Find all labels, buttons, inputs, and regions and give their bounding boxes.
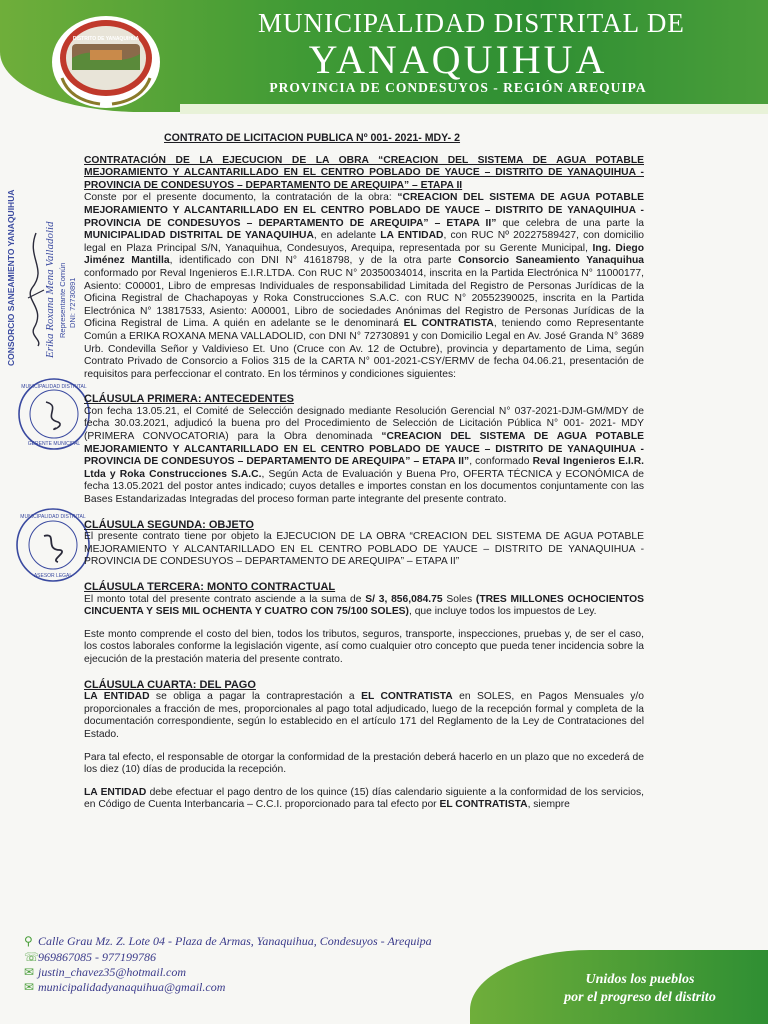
svg-text:DISTRITO DE YANAQUIHUA: DISTRITO DE YANAQUIHUA — [72, 36, 140, 42]
clausula-tercera-heading: CLÁUSULA TERCERA: MONTO CONTRACTUAL — [84, 581, 336, 593]
handwritten-signature — [22, 228, 50, 348]
stamp-name-text: Erika Roxana Mena Valladolid — [44, 221, 56, 358]
clausula-cuarta-heading: CLÁUSULA CUARTA: DEL PAGO — [84, 678, 256, 691]
header-title-line2: YANAQUIHUA — [308, 37, 608, 82]
intro-paragraph: Conste por el presente documento, la contratación de la obra: “CREACION DEL SISTEMA DE AGUA POTABLE MEJORAMIENTO Y ALCANTARILLADO EN EL CENTRO POBLADO DE YAUCE – DISTRITO DE YANAQUIHUA - PROVINCIA DE CONDESUYOS – DEPARTAMENTO DE AREQUIPA” – ETAPA II” que celebra de una parte la MUNICIPALIDAD DISTRITAL DE YANAQUIHUA, en adelante LA ENTIDAD, con RUC Nº 20227589427, con domicilio legal en Plaza Principal S/N, Yanaquihua, Condesuyos, Arequipa, representada por su Gerente Municipal, Ing. Diego Jiménez Mantilla, identificado con DNI N° 41618798, y de la otra parte Consorcio Saneamiento Yanaquihua conformado por Reval Ingenieros E.I.R.LTDA. Con RUC N° 20350034014, inscrita en la Partida Electrónica N° 11000177, Asiento: C00001, Libro de empresas Individuales de responsabilidad Limitada del Registro de Personas Jurídicas de la Oficina Registral de Chachapoyas y Roka Construcciones S.A.C. con RUC N° 20552390025, inscrita en la Partida Electrónica N° 13817533, Asiento: A00001, Libro de sociedades Anónimas del Registro de Personas Jurídicas de la Oficina Registral de Lima. A quién en adelante se le denominará EL CONTRATISTA, teniendo como Representante Común a ERIKA ROXANA MENA VALLADOLID, con DNI N° 72730891 y con Domicilio Legal en Av. José Granda N° 3689 Urb. Condevilla Señor y Valdivieso Et. Uno (Cruce con Av. 12 de Octubre), provincia y departamento de Lima, según Contrato Privado de Consorcio a Folios 315 de la CARTA N° 001-2021-CSY/ERMV de fecha 04.06.21, presentación de requisitos para perfeccionar el contrato. En los términos y condiciones siguientes: — [84, 192, 644, 380]
footer-address: ⚲ Calle Grau Mz. Z. Lote 04 - Plaza de Armas, Yanaquihua, Condesuyos - Arequipa — [24, 934, 432, 948]
svg-text:ASESOR LEGAL: ASESOR LEGAL — [33, 573, 73, 579]
phone-icon: ☏ — [24, 950, 40, 964]
clausula-tercera-paragraph-2: Este monto comprende el costo del bien, todos los tributos, seguros, transporte, inspecciones, pruebas y, de ser el caso, los costos laborales conforme la legislación vigente, así como cualquier otro concepto que pueda tener incidencia sobre la ejecución de la prestación materia del presente contrato. — [84, 628, 644, 665]
header-title-line1: MUNICIPALIDAD DISTRITAL DE — [258, 8, 685, 38]
footer-slogan-line1: Unidos los pueblos — [585, 972, 695, 987]
clausula-segunda-text: El presente contrato tiene por objeto la EJECUCION DE LA OBRA “CREACION DEL SISTEMA DE AGUA POTABLE MEJORAMIENTO Y ALCANTARILLADO EN EL CENTRO POBLADO DE YAUCE – DISTRITO DE YANAQUIHUA - PROVINCIA DE CONDESUYOS – DEPARTAMENTO DE AREQUIPA” – ETAPA II” — [84, 531, 644, 568]
clausula-tercera-text: El monto total del presente contrato asciende a la suma de S/ 3, 856,084.75 Soles (TRES MILLONES OCHOCIENTOS CINCUENTA Y SEIS MIL OCHENTA Y CUATRO CON 75/100 SOLES), que incluye todos los impuestos de Ley. — [84, 593, 644, 618]
footer-slogan-line2: por el progreso del distrito — [564, 990, 716, 1005]
footer-email-1: ✉ justin_chavez35@hotmail.com — [24, 965, 187, 979]
footer-phones: ☏969867085 - 977199786 — [24, 950, 156, 964]
clausula-primera-text: Con fecha 13.05.21, el Comité de Selección designado mediante Resolución Gerencial N° 037-2021-DJM-GM/MDY de fecha 30.03.2021, adjudicó la buena pro del Procedimiento de Selección de Licitación Pública N° 001- 2021- MDY (PRIMERA CONVOCATORIA) para la Obra denominada “CREACION DEL SISTEMA DE AGUA POTABLE MEJORAMIENTO Y ALCANTARILLADO EN EL CENTRO POBLADO DE YAUCE – DISTRITO DE YANAQUIHUA - PROVINCIA DE CONDESUYOS – DEPARTAMENTO DE AREQUIPA” – ETAPA II”, conformado Reval Ingenieros E.I.R. Ltda y Roka Construcciones S.A.C., Según Acta de Evaluación y Buena Pro, OFERTA TÉCNICA y ECONÓMICA de fecha 13.05.2021 del postor antes indicado; cuyos detalles e importes constan en los documentos conjuntamente con las Bases Estandarizadas Integradas del proceso forman parte integrante del presente contrato. — [84, 405, 644, 506]
clausula-cuarta-paragraph-2: Para tal efecto, el responsable de otorgar la conformidad de la prestación deberá hacerlo en un plazo que no excederá de los diez (10) días de producida la recepción. — [84, 751, 644, 776]
stamp-dni-text: DNI: 72730891 — [68, 277, 77, 328]
svg-text:MUNICIPALIDAD DISTRITAL: MUNICIPALIDAD DISTRITAL — [21, 384, 87, 390]
svg-text:MUNICIPALIDAD DISTRITAL: MUNICIPALIDAD DISTRITAL — [20, 514, 86, 520]
obra-heading: CONTRATACIÓN DE LA EJECUCION DE LA OBRA “CREACION DEL SISTEMA DE AGUA POTABLE MEJORAMIENTO Y ALCANTARILLADO EN EL CENTRO POBLADO DE YAUCE – DISTRITO DE YANAQUIHUA - PROVINCIA DE CONDESUYOS – DEPARTAMENTO DE AREQUIPA” – ETAPA II — [84, 154, 644, 191]
stamp-role-text: Representante Común — [58, 262, 67, 338]
mail-icon: ✉ — [24, 980, 35, 994]
footer-email-2: ✉ municipalidadyanaquihua@gmail.com — [24, 980, 226, 994]
stamp-company-text: CONSORCIO SANEAMIENTO YANAQUIHUA — [6, 189, 16, 366]
clausula-primera-heading: CLÁUSULA PRIMERA: ANTECEDENTES — [84, 393, 295, 406]
contract-title: CONTRATO DE LICITACION PUBLICA Nº 001- 2021- MDY- 2 — [164, 132, 461, 144]
contract-body — [84, 132, 644, 812]
clausula-segunda-heading: CLÁUSULA SEGUNDA: OBJETO — [84, 518, 254, 531]
clausula-cuarta-text: LA ENTIDAD se obliga a pagar la contraprestación a EL CONTRATISTA en SOLES, en Pagos Mensuales y/o proporcionales a fracción de mes, proporcionales al pago total adjudicado, luego de la recepción formal y completa de la documentación correspondiente, según lo establecido en el artículo 171 del Reglamento de la Ley de Contrataciones del Estado. — [84, 691, 644, 740]
municipal-logo — [50, 14, 162, 114]
asesor-legal-stamp — [14, 506, 92, 584]
consortium-signature-stamp — [4, 188, 92, 368]
letterhead-stripe — [180, 104, 768, 114]
letterhead — [0, 0, 768, 140]
gerente-municipal-stamp — [16, 376, 92, 452]
mail-icon: ✉ — [24, 965, 35, 979]
svg-text:GERENTE MUNICIPAL: GERENTE MUNICIPAL — [27, 441, 81, 447]
header-subtitle: PROVINCIA DE CONDESUYOS - REGIÓN AREQUIPA — [269, 80, 647, 95]
location-pin-icon: ⚲ — [24, 934, 33, 948]
letterhead-footer — [0, 930, 768, 1024]
clausula-cuarta-paragraph-3: LA ENTIDAD debe efectuar el pago dentro de los quince (15) días calendario siguiente a la conformidad de los servicios, en Código de Cuenta Interbancaria – C.C.I. proporcionado para tal efecto por EL CONTRATISTA, siempre — [84, 786, 645, 811]
